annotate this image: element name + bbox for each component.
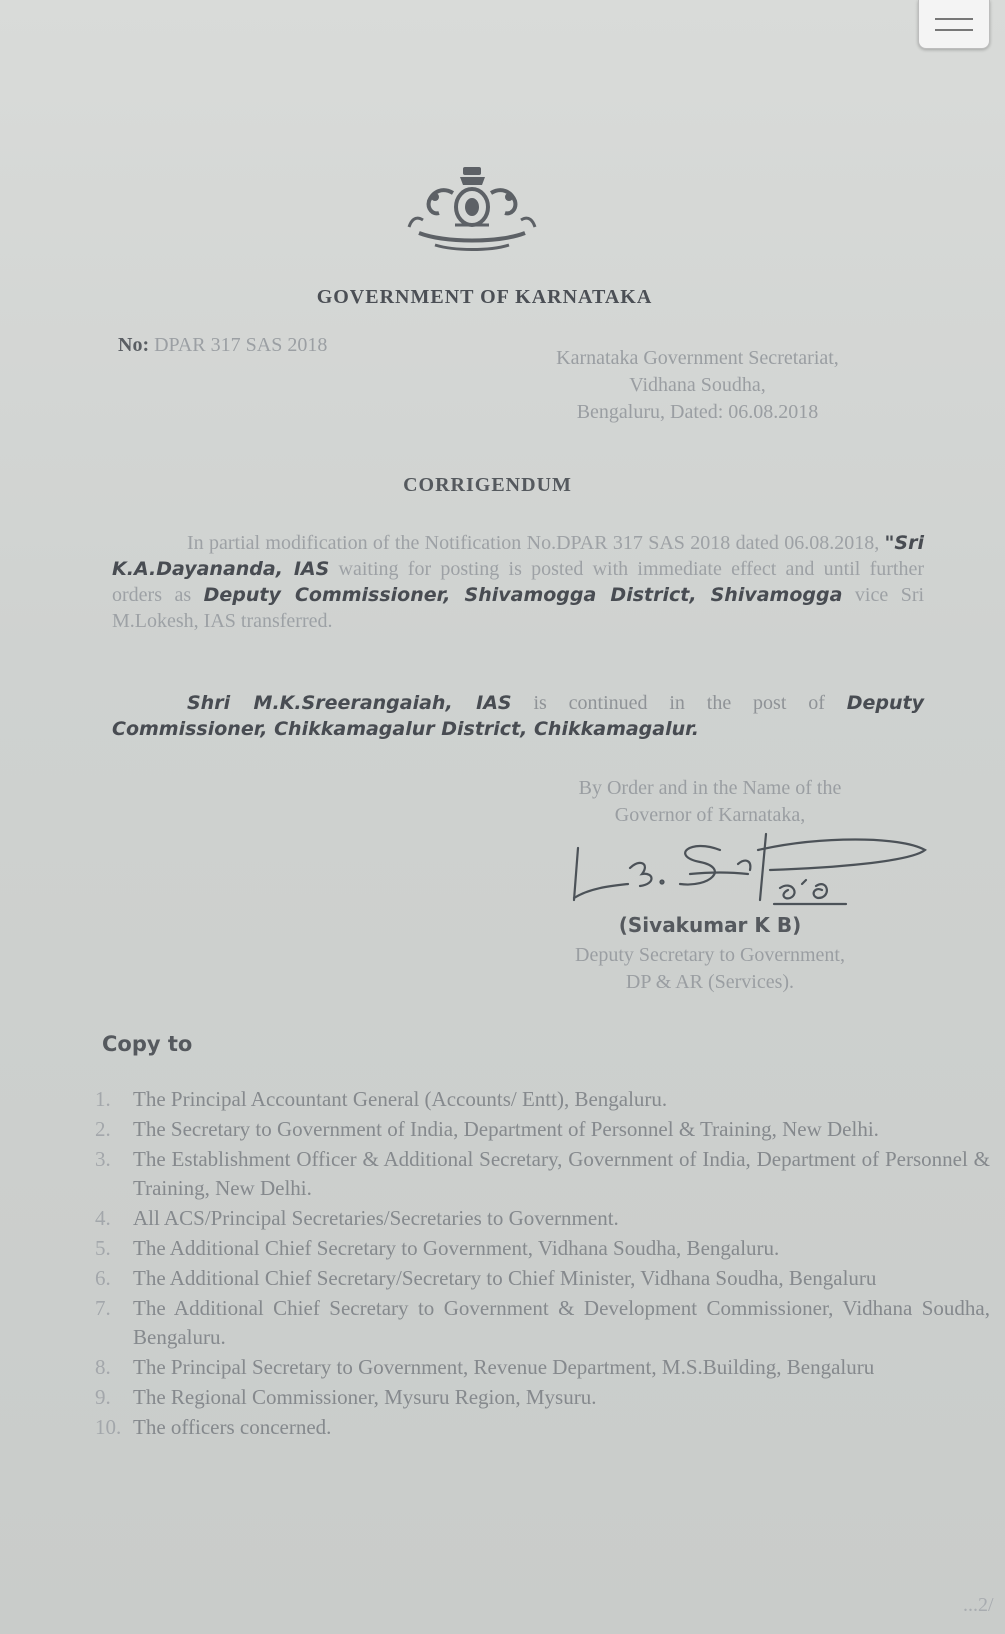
copy-to-item-number: 1. [95, 1087, 111, 1111]
signatory-name: (Sivakumar K B) [618, 913, 802, 937]
government-title: GOVERNMENT OF KARNATAKA [316, 286, 653, 308]
menu-button[interactable] [918, 0, 990, 49]
copy-to-item-number: 5. [95, 1236, 111, 1260]
copy-to-list [95, 1085, 990, 1443]
copy-to-item [95, 1145, 990, 1203]
copy-to-item [95, 1204, 990, 1233]
order-statement [490, 775, 930, 829]
page-continuation-marker: ...2/ [963, 1594, 994, 1616]
copy-to-item-number: 8. [95, 1355, 111, 1379]
paragraph-text: waiting for posting is posted with immediate effect and until further orders as [112, 558, 924, 606]
copy-to-item-text: The Principal Secretary to Government, Revenue Department, M.S.Building, Bengaluru [133, 1355, 875, 1379]
copy-to-item [95, 1383, 990, 1412]
officer-name: "Sri K.A.Dayananda, IAS [112, 532, 924, 580]
reference-value: DPAR 317 SAS 2018 [154, 334, 328, 356]
designation-line: DP & AR (Services). [625, 971, 795, 993]
copy-to-item-number: 2. [95, 1117, 111, 1141]
designation-line: Deputy Secretary to Government, [575, 944, 845, 966]
order-line: By Order and in the Name of the [578, 777, 842, 799]
copy-to-item-number: 4. [95, 1206, 111, 1230]
copy-to-item-text: All ACS/Principal Secretaries/Secretaries to Government. [133, 1206, 619, 1230]
posting-title: Deputy Commissioner, Shivamogga District, Shivamogga [203, 584, 843, 606]
menu-line [935, 29, 973, 31]
body-paragraph-1 [112, 530, 924, 634]
reference-number [118, 334, 327, 357]
copy-to-item-text: The Additional Chief Secretary to Government, Vidhana Soudha, Bengaluru. [133, 1236, 780, 1260]
copy-to-item-number: 6. [95, 1266, 111, 1290]
order-line: Governor of Karnataka, [614, 804, 806, 826]
copy-to-item-text: The Additional Chief Secretary/Secretary to Chief Minister, Vidhana Soudha, Bengaluru [133, 1266, 877, 1290]
officer-name: Shri M.K.Sreerangaiah, IAS [187, 692, 512, 714]
copy-to-item [95, 1085, 990, 1114]
copy-to-item [95, 1413, 990, 1442]
menu-line [935, 18, 973, 20]
copy-to-item [95, 1353, 990, 1382]
copy-to-label: Copy to [102, 1032, 193, 1056]
copy-to-item-number: 3. [95, 1147, 111, 1171]
copy-to-item [95, 1234, 990, 1263]
copy-to-item-text: The Establishment Officer & Additional Secretary, Government of India, Department of Personnel & Training, New Delhi. [133, 1147, 990, 1200]
copy-to-item-number: 10. [95, 1415, 122, 1439]
copy-to-item-text: The officers concerned. [133, 1415, 332, 1439]
copy-to-item [95, 1294, 990, 1352]
copy-to-item-number: 7. [95, 1296, 111, 1320]
copy-to-item-number: 9. [95, 1385, 111, 1409]
copy-to-item [95, 1115, 990, 1144]
karnataka-emblem-icon [405, 165, 540, 255]
office-address [470, 345, 925, 426]
body-paragraph-2 [112, 690, 924, 742]
copy-to-item-text: The Principal Accountant General (Accounts/ Entt), Bengaluru. [133, 1087, 668, 1111]
address-line: Karnataka Government Secretariat, [556, 347, 839, 369]
copy-to-item-text: The Secretary to Government of India, Department of Personnel & Training, New Delhi. [133, 1117, 879, 1141]
paragraph-text: vice Sri M.Lokesh, IAS transferred. [112, 584, 925, 632]
copy-to-item-text: The Regional Commissioner, Mysuru Region, Mysuru. [133, 1385, 597, 1409]
reference-label: No: [118, 334, 150, 356]
address-date: Bengaluru, Dated: 06.08.2018 [576, 401, 819, 423]
paragraph-text: is continued in the post of [533, 692, 825, 714]
signatory-designation [490, 942, 930, 996]
copy-to-item [95, 1264, 990, 1293]
copy-to-item-text: The Additional Chief Secretary to Government & Development Commissioner, Vidhana Soudha, Bengaluru. [133, 1296, 990, 1349]
posting-title: Deputy Commissioner, Chikkamagalur District, Chikkamagalur. [112, 692, 925, 740]
handwritten-signature [570, 828, 930, 908]
paragraph-text: In partial modification of the Notification No.DPAR 317 SAS 2018 dated 06.08.2018, [187, 532, 880, 554]
document-heading: CORRIGENDUM [403, 474, 572, 496]
address-line: Vidhana Soudha, [629, 374, 766, 396]
